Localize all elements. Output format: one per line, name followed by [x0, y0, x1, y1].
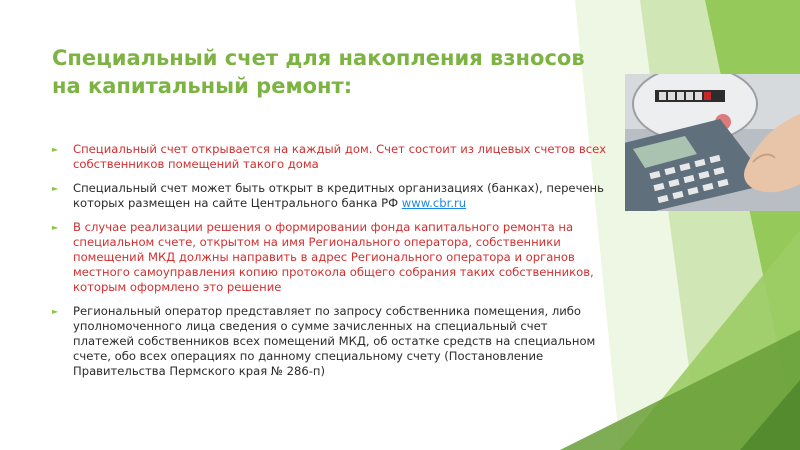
- bullet-list: [50, 142, 612, 388]
- triangle-bullet-icon: ►: [52, 145, 59, 154]
- bullet-item-credit-organizations: [50, 181, 612, 211]
- slide-title: Специальный счет для накопления взносов на капитальный ремонт:: [52, 46, 585, 98]
- bullet-text: Специальный счет может быть открыт в кредитных организациях (банках), перечень которых размещен на сайте Центрального банка РФ: [73, 181, 604, 210]
- triangle-bullet-icon: ►: [52, 223, 59, 232]
- cbr-link[interactable]: www.cbr.ru: [401, 196, 467, 210]
- triangle-bullet-icon: ►: [52, 184, 59, 193]
- bullet-item-regional-operator-decision: [50, 220, 612, 295]
- meter-calculator-photo: [625, 74, 800, 211]
- bullet-text: Региональный оператор представляет по запросу собственника помещения, либо уполномоченного лица сведения о сумме зачисленных на специальный счет платежей собственников всех помещений МКД, об остатке средств на специальном счете, обо всех операциях по данному специальному счету (Постановление Правительства Пермского края № 286-п): [73, 304, 596, 378]
- bullet-item-special-account: [50, 142, 612, 172]
- bullet-text: В случае реализации решения о формировании фонда капитального ремонта на специальном счете, открытом на имя Регионального оператора, собственники помещений МКД должны направить в адрес Регионального оператора и органов местного самоуправления копию протокола общего собрания таких собственников, которым оформлено это решение: [73, 220, 594, 294]
- triangle-bullet-icon: ►: [52, 307, 59, 316]
- bullet-item-operator-information: [50, 304, 612, 379]
- bullet-text: Специальный счет открывается на каждый дом. Счет состоит из лицевых счетов всех собственников помещений такого дома: [73, 142, 607, 171]
